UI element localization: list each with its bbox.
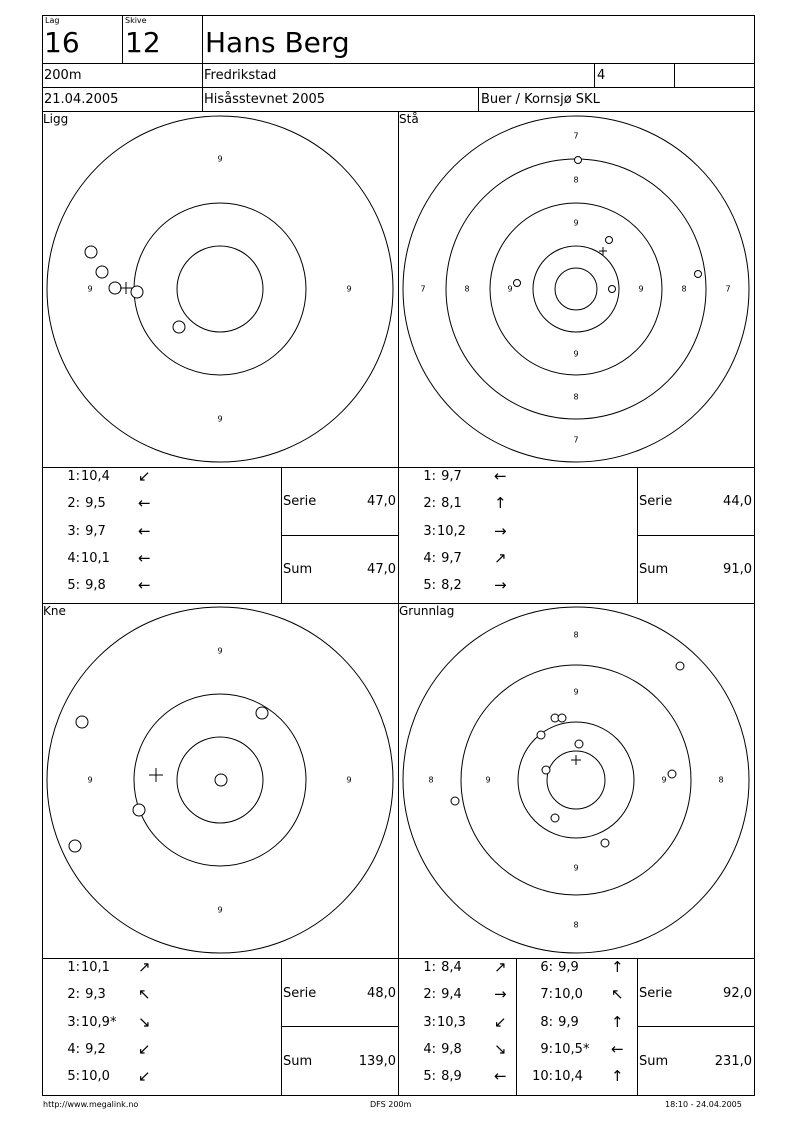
grunnlag-ring-label: 8 xyxy=(573,630,579,640)
grunnlag-ring xyxy=(461,665,691,895)
ligg-shot-hole xyxy=(85,246,97,258)
sta-ring-label: 7 xyxy=(725,284,731,294)
grunnlag-sum-label: Sum xyxy=(639,1054,669,1069)
event: Hisåsstevnet 2005 xyxy=(204,92,326,107)
shot-number: 2: xyxy=(423,496,436,512)
shooter-name: Hans Berg xyxy=(205,26,350,59)
ligg-shot-hole xyxy=(131,286,143,298)
shot-score: 10,1 xyxy=(81,960,110,975)
sta-serie-label: Serie xyxy=(639,494,673,509)
kne-ring-label: 9 xyxy=(217,905,223,915)
sta-sum-value: 91,0 xyxy=(723,562,752,577)
shot-score: 8,1 xyxy=(437,496,462,512)
shot-score: 9,9 xyxy=(554,960,579,975)
shot-score: 9,2 xyxy=(81,1041,106,1057)
ligg-shot-hole xyxy=(96,266,108,278)
kne-mean-cross xyxy=(149,768,163,782)
sta-ring-label: 9 xyxy=(573,349,579,359)
shot-number: 2: xyxy=(67,496,80,512)
shot-direction-arrow-icon: ↖ xyxy=(138,985,151,1004)
sta-target xyxy=(403,116,749,462)
sta-shot-hole xyxy=(606,237,613,244)
shot-score: 10,9* xyxy=(81,1014,117,1030)
shot-direction-arrow-icon: ← xyxy=(138,576,151,595)
round: 4 xyxy=(597,68,606,83)
shot-score: 9,4 xyxy=(437,987,462,1003)
grunnlag-serie-value: 92,0 xyxy=(723,986,752,1001)
shot-number: 3: xyxy=(423,523,436,539)
shot-number: 5: xyxy=(423,578,436,594)
shot-direction-arrow-icon: ↑ xyxy=(611,1067,624,1086)
shot-score: 9,7 xyxy=(81,523,106,539)
grunnlag-shot-hole xyxy=(451,797,459,805)
ligg-ring-label: 9 xyxy=(217,414,223,424)
shot-number: 1: xyxy=(67,960,80,975)
sta-ring-label: 9 xyxy=(573,218,579,228)
sta-ring-label: 8 xyxy=(573,175,579,185)
kne-shot-hole xyxy=(76,716,88,728)
shot-score: 9,9 xyxy=(554,1014,579,1030)
grunnlag-title: Grunnlag xyxy=(399,604,455,618)
shot-score: 10,2 xyxy=(437,523,466,539)
grunnlag-shot-hole xyxy=(676,662,684,670)
grunnlag-shot-hole xyxy=(542,766,550,774)
ligg-target xyxy=(47,116,393,462)
date: 21.04.2005 xyxy=(44,92,119,107)
shot-number: 1: xyxy=(423,469,436,484)
shot-direction-arrow-icon: ↙ xyxy=(138,467,151,485)
shot-direction-arrow-icon: ← xyxy=(494,467,507,485)
ligg-shot-hole xyxy=(109,282,121,294)
shot-number: 7: xyxy=(540,987,553,1003)
shot-number: 2: xyxy=(67,987,80,1003)
kne-ring-label: 9 xyxy=(217,646,223,656)
shot-number: 4: xyxy=(67,550,80,566)
sta-ring-label: 7 xyxy=(420,284,426,294)
kne-serie-label: Serie xyxy=(283,986,317,1001)
footer-url[interactable]: http://www.megalink.no xyxy=(43,1100,139,1109)
kne-shot-hole xyxy=(215,774,227,786)
shot-number: 1: xyxy=(423,960,436,975)
shot-number: 4: xyxy=(423,1041,436,1057)
shot-direction-arrow-icon: ↘ xyxy=(138,1012,151,1031)
shot-score: 8,4 xyxy=(437,960,462,975)
grunnlag-ring-label: 9 xyxy=(485,775,491,785)
grunnlag-mean-cross xyxy=(571,755,581,765)
shot-direction-arrow-icon: ↗ xyxy=(494,958,507,976)
kne-serie-value: 48,0 xyxy=(367,986,396,1001)
skive-label: Skive xyxy=(125,16,147,25)
grunnlag-shot-hole xyxy=(668,770,676,778)
shot-score: 10,4 xyxy=(554,1069,583,1085)
sta-ring-label: 8 xyxy=(681,284,687,294)
sta-ring-label: 7 xyxy=(573,435,579,445)
place: Fredrikstad xyxy=(204,68,277,83)
club: Buer / Kornsjø SKL xyxy=(481,92,600,107)
kne-shot-hole xyxy=(133,804,145,816)
shot-direction-arrow-icon: ← xyxy=(138,494,151,513)
grunnlag-serie-label: Serie xyxy=(639,986,673,1001)
shot-number: 4: xyxy=(67,1041,80,1057)
sta-shot-hole xyxy=(514,280,521,287)
shot-score: 10,1 xyxy=(81,550,110,566)
ligg-ring-label: 9 xyxy=(87,284,93,294)
lag-label: Lag xyxy=(45,16,60,25)
ligg-title: Ligg xyxy=(43,112,69,126)
grunnlag-ring-label: 8 xyxy=(428,775,434,785)
ligg-serie-value: 47,0 xyxy=(367,494,396,509)
sta-ring-label: 9 xyxy=(638,284,644,294)
shot-score: 9,3 xyxy=(81,987,106,1003)
grunnlag-target xyxy=(403,607,749,953)
ligg-serie-label: Serie xyxy=(283,494,317,509)
lag-value: 16 xyxy=(44,26,80,59)
shot-direction-arrow-icon: ↑ xyxy=(611,958,624,976)
sta-title: Stå xyxy=(399,112,419,126)
shot-score: 9,8 xyxy=(81,578,106,594)
shot-direction-arrow-icon: → xyxy=(494,985,507,1004)
grunnlag-ring-label: 9 xyxy=(573,687,579,697)
grunnlag-sum-value: 231,0 xyxy=(714,1054,752,1069)
shot-direction-arrow-icon: ← xyxy=(611,1039,624,1058)
shot-score: 10,0 xyxy=(81,1069,110,1085)
footer-timestamp: 18:10 - 24.04.2005 xyxy=(665,1100,742,1109)
shot-number: 3: xyxy=(67,523,80,539)
shot-number: 3: xyxy=(423,1014,436,1030)
sta-ring-label: 8 xyxy=(573,392,579,402)
shot-direction-arrow-icon: ← xyxy=(138,548,151,567)
ligg-ring-middle xyxy=(134,203,306,375)
sta-shot-hole xyxy=(575,157,582,164)
distance: 200m xyxy=(44,68,82,83)
sta-serie-value: 44,0 xyxy=(723,494,752,509)
shot-score: 9,5 xyxy=(81,496,106,512)
ligg-mean-cross xyxy=(120,282,132,294)
kne-sum-label: Sum xyxy=(283,1054,313,1069)
kne-shot-hole xyxy=(69,840,81,852)
sta-ring xyxy=(555,268,597,310)
shot-number: 8: xyxy=(540,1014,553,1030)
grunnlag-shot-hole xyxy=(575,740,583,748)
shot-number: 5: xyxy=(423,1069,436,1085)
shot-direction-arrow-icon: → xyxy=(494,576,507,595)
ligg-shot-hole xyxy=(173,321,185,333)
shot-number: 6: xyxy=(540,960,553,975)
shot-score: 8,9 xyxy=(437,1069,462,1085)
ligg-ring-outer xyxy=(47,116,393,462)
grunnlag-shot-hole xyxy=(558,714,566,722)
ligg-ring-label: 9 xyxy=(217,154,223,164)
sta-ring xyxy=(446,159,706,419)
skive-value: 12 xyxy=(125,26,161,59)
shot-score: 10,5* xyxy=(554,1041,590,1057)
sta-ring-label: 8 xyxy=(464,284,470,294)
kne-shot-hole xyxy=(256,707,268,719)
grunnlag-ring-label: 8 xyxy=(718,775,724,785)
shot-number: 3: xyxy=(67,1014,80,1030)
shot-direction-arrow-icon: ↗ xyxy=(494,548,507,567)
sta-ring xyxy=(403,116,749,462)
shot-direction-arrow-icon: ↙ xyxy=(138,1039,151,1058)
sta-shot-hole xyxy=(609,286,616,293)
shot-score: 10,3 xyxy=(437,1014,466,1030)
sta-shot-hole xyxy=(695,271,702,278)
grunnlag-ring-label: 9 xyxy=(573,863,579,873)
shot-score: 10,0 xyxy=(554,987,583,1003)
shot-number: 5: xyxy=(67,578,80,594)
shot-direction-arrow-icon: ↖ xyxy=(611,985,624,1004)
shot-score: 9,7 xyxy=(437,550,462,566)
sta-sum-label: Sum xyxy=(639,562,669,577)
shot-number: 4: xyxy=(423,550,436,566)
shot-number: 5: xyxy=(67,1069,80,1085)
shot-score: 9,7 xyxy=(437,469,462,484)
shot-score: 10,4 xyxy=(81,469,110,484)
footer-program: DFS 200m xyxy=(370,1100,412,1109)
kne-ring-label: 9 xyxy=(87,775,93,785)
kne-target xyxy=(47,607,393,953)
kne-sum-value: 139,0 xyxy=(358,1054,396,1069)
shot-number: 2: xyxy=(423,987,436,1003)
shot-direction-arrow-icon: ↗ xyxy=(138,958,151,976)
sta-ring-label: 9 xyxy=(507,284,513,294)
grunnlag-ring-label: 8 xyxy=(573,920,579,930)
ligg-sum-value: 47,0 xyxy=(367,562,396,577)
shot-direction-arrow-icon: ← xyxy=(494,1067,507,1086)
shot-direction-arrow-icon: → xyxy=(494,521,507,540)
shot-score: 9,8 xyxy=(437,1041,462,1057)
shot-direction-arrow-icon: ↙ xyxy=(138,1067,151,1086)
grunnlag-shot-hole xyxy=(601,839,609,847)
shot-direction-arrow-icon: ↑ xyxy=(611,1012,624,1031)
shot-direction-arrow-icon: ↘ xyxy=(494,1039,507,1058)
grunnlag-ring xyxy=(518,722,634,838)
grunnlag-ring-label: 9 xyxy=(661,775,667,785)
shot-direction-arrow-icon: ↑ xyxy=(494,494,507,513)
ligg-sum-label: Sum xyxy=(283,562,313,577)
sta-ring xyxy=(533,246,619,332)
shot-score: 8,2 xyxy=(437,578,462,594)
shot-direction-arrow-icon: ← xyxy=(138,521,151,540)
shot-number: 9: xyxy=(540,1041,553,1057)
sta-ring-label: 7 xyxy=(573,131,579,141)
shot-direction-arrow-icon: ↙ xyxy=(494,1012,507,1031)
grunnlag-shot-hole xyxy=(551,814,559,822)
ligg-ring-inner xyxy=(177,246,263,332)
grunnlag-ring xyxy=(403,607,749,953)
ligg-ring-label: 9 xyxy=(346,284,352,294)
shot-number: 10: xyxy=(532,1069,553,1085)
kne-ring-label: 9 xyxy=(346,775,352,785)
grunnlag-shot-hole xyxy=(537,731,545,739)
shot-number: 1: xyxy=(67,469,80,484)
kne-title: Kne xyxy=(43,604,66,618)
